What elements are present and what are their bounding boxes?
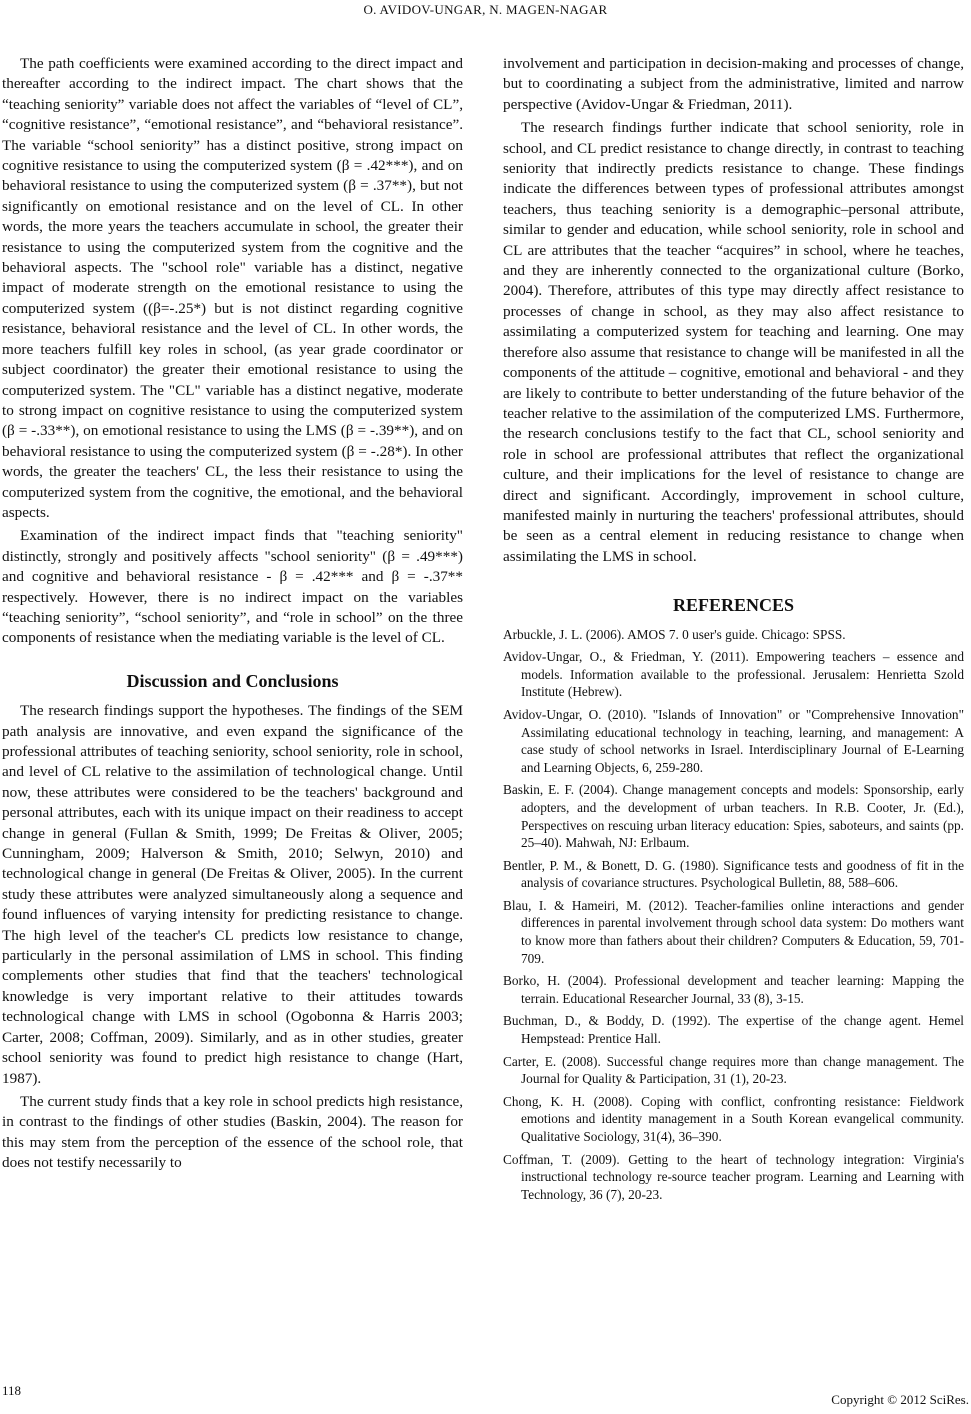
reference-item: Baskin, E. F. (2004). Change management concepts and models: Sponsorship, early adopters, and the development of urban teachers. In R.B. Cooter, Jr. (Ed.), Perspectives on rescuing urban literacy education: Spies, saboteurs, and saints (pp. 25–40). Mahwah, NJ: Erlbaum. [503,782,964,851]
reference-list [503,626,964,1204]
body-paragraph: involvement and participation in decision-making and processes of change, but to coordinating a subject from the administrative, limited and narrow perspective (Avidov-Ungar & Friedman, 2011). [503,55,964,113]
reference-item: Buchman, D., & Boddy, D. (1992). The expertise of the change agent. Hemel Hempstead: Prentice Hall. [503,1013,964,1047]
right-column [503,54,964,1208]
reference-item: Chong, K. H. (2008). Coping with conflict, confronting resistance: Fieldwork emotions and identity management in a South Korean evangelical community. Qualitative Sociology, 31(4), 36–390. [503,1093,964,1144]
reference-item: Bentler, P. M., & Bonett, D. G. (1980). Significance tests and goodness of fit in the analysis of covariance structures. Psychological Bulletin, 88, 588–606. [503,857,964,891]
reference-item: Borko, H. (2004). Professional development and teacher learning: Mapping the terrain. Educational Researcher Journal, 33 (8), 3-15. [503,973,964,1006]
reference-item: Avidov-Ungar, O., & Friedman, Y. (2011). Empowering teachers – essence and models. Information available to the professional. Jerusalem: Henrietta Szold Institute (Hebrew). [503,649,964,700]
reference-item: Blau, I. & Hameiri, M. (2012). Teacher-families online interactions and gender differences in parental involvement through school data system: Do mothers want to know more than fathers about their children? Computers & Education, 59, 701-709. [503,897,964,966]
body-paragraph: The research findings support the hypotheses. The findings of the SEM path analysis are innovative, and even expand the significance of the professional attributes of teaching seniority, school seniority, role in school, and level of CL relative to the assimilation of technological change. Until now, these attributes were considered to be the teachers' background and personal attributes, each with its unique impact on their readiness to accept change in general (Fullan & Smith, 1999; De Freitas & Oliver, 2005; Cunningham, 2009; Halverson & Smith, 2010; Selwyn, 2010) and technological change in general (De Freitas & Oliver, 2005). In the current study these attributes were analyzed simultaneously along a sequence and found influences of varying intensity for predicting resistance to change. The high level of the teacher's CL predicts low resistance to change, particularly in the personal assimilation of LMS in school. This finding complements other studies that find that the teachers' technological knowledge is very important relative to their attitudes towards technological change with LMS in school (Ogobonna & Harris 2003; Carter, 2008; Coffman, 2009). Similarly, and as in other studies, greater school seniority was found to predict high resistance to change (Hart, 1987). [2,702,463,1087]
reference-item: Arbuckle, J. L. (2006). AMOS 7. 0 user's guide. Chicago: SPSS. [503,626,846,642]
section-heading: Discussion and Conclusions [126,670,339,691]
body-paragraph: The path coefficients were examined according to the direct impact and thereafter according to the indirect impact. The chart shows that the “teaching seniority” variable does not affect the variables of “level of CL”, “cognitive resistance”, “emotional resistance”, and “behavioral resistance”. The variable “school seniority” has a distinct positive, strong impact on cognitive resistance to using the computerized system (β = .42***), and on behavioral resistance to using the computerized system (β = .37**), but not significantly on emotional resistance and on the level of CL. In other words, the more years the teachers accumulate in school, the greater their resistance to using the computerized system from the cognitive and the behavioral aspects. The "school role" variable has a distinct, negative impact of moderate strength on the emotional resistance to using the computerized system ((β=-.25*) but is not distinct regarding cognitive resistance, behavioral resistance and the level of CL. In other words, the more teachers fulfill key roles in school, (as year grade coordinator or subject coordinator) the greater their emotional resistance to using the computerized system. The "CL" variable has a distinct negative, moderate to strong impact on cognitive resistance to using the computerized system (β = -.33**), on emotional resistance to using the LMS (β = -.39**), and on behavioral resistance to using the computerized system (β = -.28*). In other words, the greater the teachers' CL, the less their resistance to using the computerized system from the cognitive, the emotional, and the behavioral aspects. [2,55,463,521]
body-paragraph: The current study finds that a key role in school predicts high resistance, in contrast to the findings of other studies (Baskin, 2004). The reason for this may stem from the perception of the essence of the school role, that does not testify necessarily to [2,1092,463,1172]
references-heading: REFERENCES [672,595,795,616]
copyright-notice: Copyright © 2012 SciRes. [831,1392,969,1407]
reference-item: Coffman, T. (2009). Getting to the heart of technology integration: Virginia's instructional technology re-source teacher program. Learning and Learning with Technology, 36 (7), 20-23. [503,1151,964,1202]
body-paragraph: Examination of the indirect impact finds that "teaching seniority" distinctly, strongly and positively affects "school seniority" (β = .49***) and cognitive and behavioral resistance - β = .42*** and β = -.37** respectively. However, there is no indirect impact on the variables “teaching seniority”, “school seniority”, and “role in school” on the three components of resistance when the mediating variable is the level of CL. [2,527,463,647]
reference-item: Avidov-Ungar, O. (2010). "Islands of Innovation" or "Comprehensive Innovation" Assimilating educational technology in teaching, learning, and management: A case study of school networks in Israel. Interdisciplinary Journal of E-Learning and Learning Objects, 6, 259-280. [503,706,964,775]
left-column [2,54,463,1174]
running-head: O. AVIDOV-UNGAR, N. MAGEN-NAGAR [363,2,608,17]
page-number: 118 [2,1383,22,1398]
reference-item: Carter, E. (2008). Successful change requires more than change management. The Journal for Quality & Participation, 31 (1), 20-23. [503,1053,964,1087]
body-paragraph: The research findings further indicate that school seniority, role in school, and CL predict resistance to change directly, in contrast to teaching seniority that indirectly predicts resistance to change. These findings indicate the differences between types of professional attributes amongst teachers, thus teaching seniority is a demographic–personal attribute, similar to gender and education, while school seniority, role in school and CL are attributes that the teacher “acquires” in school, where he teaches, and they are inherently connected to the organizational culture (Borko, 2004). Therefore, attributes of this type may directly affect resistance to processes of change in school, as they may also affect resistance to assimilating a computerized system for teaching and learning. One may therefore also assume that resistance to change will be manifested in all the components of the attitude – cognitive, emotional and behavioral - and they are likely to contribute to better understanding of the future behavior of the teacher relative to the assimilation of the computerized LMS. Furthermore, the research conclusions testify to the fact that CL, school seniority and role in school are professional attributes that reflect the organizational culture, and their implications for the level of resistance to change are direct and significant. Accordingly, improvement in school culture, manifested mainly in nurturing the teachers' professional attributes, should be seen as a central element in reducing resistance to change when assimilating the LMS in school. [503,119,964,565]
